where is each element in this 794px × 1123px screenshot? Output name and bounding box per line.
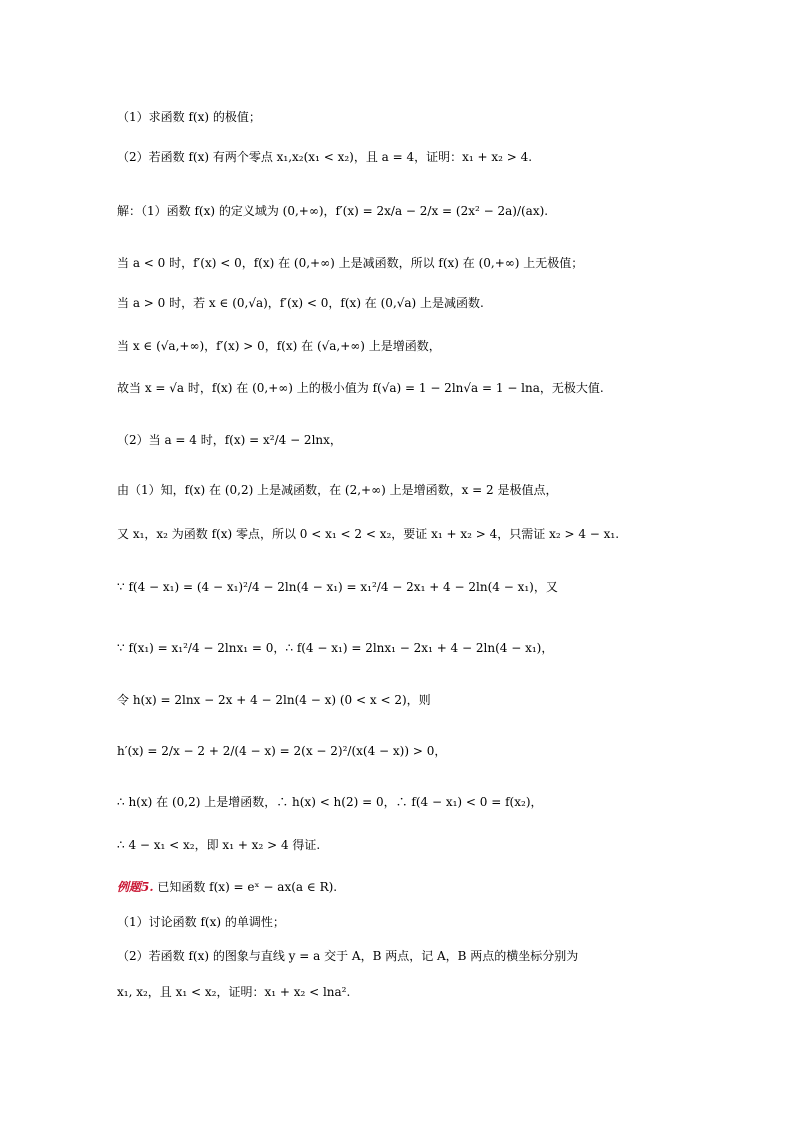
text-line: 故当 x = √a 时，f(x) 在 (0,+∞) 上的极小值为 f(√a) = 1 − 2ln√a = 1 − lna，无极大值. xyxy=(117,381,604,395)
text-line: 由（1）知，f(x) 在 (0,2) 上是减函数，在 (2,+∞) 上是增函数，x = 2 是极值点， xyxy=(117,483,558,497)
text-line: （1）求函数 f(x) 的极值； xyxy=(117,110,261,124)
text-line: （2）若函数 f(x) 有两个零点 x₁,x₂(x₁ < x₂)，且 a = 4，证明：x₁ + x₂ > 4. xyxy=(117,150,533,164)
conclusion xyxy=(117,835,320,855)
text-line: ∴ h(x) 在 (0,2) 上是增函数，∴ h(x) < h(2) = 0，∴ f(4 − x₁) < 0 = f(x₂)， xyxy=(117,795,543,809)
part-2-setup xyxy=(117,430,342,450)
text-line: h′(x) = 2/x − 2 + 2/(4 − x) = 2(x − 2)²/(x(4 − x)) > 0， xyxy=(117,744,447,758)
text-line: 已知函数 f(x) = eˣ − ax(a ∈ R). xyxy=(157,880,338,894)
text-line: x₁, x₂，且 x₁ < x₂，证明：x₁ + x₂ < lna². xyxy=(117,985,351,999)
f-4-minus-x1 xyxy=(117,577,558,597)
example-5-q1 xyxy=(117,912,285,932)
text-line: ∵ f(x₁) = x₁²/4 − 2lnx₁ = 0，∴ f(4 − x₁) = 2lnx₁ − 2x₁ + 4 − 2ln(4 − x₁)， xyxy=(117,641,554,655)
text-line: （1）讨论函数 f(x) 的单调性； xyxy=(117,915,285,929)
h-increasing xyxy=(117,792,543,812)
text-line: 又 x₁，x₂ 为函数 f(x) 零点，所以 0 < x₁ < 2 < x₂，要证 x₁ + x₂ > 4，只需证 x₂ > 4 − x₁. xyxy=(117,527,620,541)
text-line: ∴ 4 − x₁ < x₂，即 x₁ + x₂ > 4 得证. xyxy=(117,838,321,852)
text-line: 令 h(x) = 2lnx − 2x + 4 − 2ln(4 − x) (0 < x < 2)，则 xyxy=(117,693,431,707)
text-line: ∵ f(4 − x₁) = (4 − x₁)²/4 − 2ln(4 − x₁) = x₁²/4 − 2x₁ + 4 − 2ln(4 − x₁)，又 xyxy=(117,580,558,594)
f-x1-zero xyxy=(117,638,553,658)
text-line: 当 x ∈ (√a,+∞)，f′(x) > 0，f(x) 在 (√a,+∞) 上是增函数， xyxy=(117,339,441,353)
example-5-q2-cont xyxy=(117,982,350,1002)
question-2 xyxy=(117,147,532,167)
h-derivative xyxy=(117,741,446,761)
text-line: 当 a < 0 时，f′(x) < 0，f(x) 在 (0,+∞) 上是减函数，所以 f(x) 在 (0,+∞) 上无极值； xyxy=(117,256,584,270)
question-1 xyxy=(117,107,261,127)
solution-derivative xyxy=(117,201,548,221)
text-line: （2）当 a = 4 时，f(x) = x²/4 − 2lnx， xyxy=(117,433,342,447)
zero-points xyxy=(117,524,619,544)
case-a-negative xyxy=(117,253,583,273)
monotonic-intervals xyxy=(117,480,558,500)
example-5-q2 xyxy=(117,946,578,966)
example-5 xyxy=(117,877,337,897)
case-a-positive xyxy=(117,293,484,313)
text-line: 当 a > 0 时，若 x ∈ (0,√a)，f′(x) < 0，f(x) 在 (0,√a) 上是减函数. xyxy=(117,296,484,310)
minimum-value xyxy=(117,378,604,398)
example-label: 例题5. xyxy=(117,880,154,894)
text-line: （2）若函数 f(x) 的图象与直线 y = a 交于 A，B 两点，记 A，B 两点的横坐标分别为 xyxy=(117,949,579,963)
text-line: 解：（1）函数 f(x) 的定义域为 (0,+∞)，f′(x) = 2x/a − 2/x = (2x² − 2a)/(ax). xyxy=(117,204,549,218)
define-h xyxy=(117,690,431,710)
increasing-interval xyxy=(117,336,441,356)
